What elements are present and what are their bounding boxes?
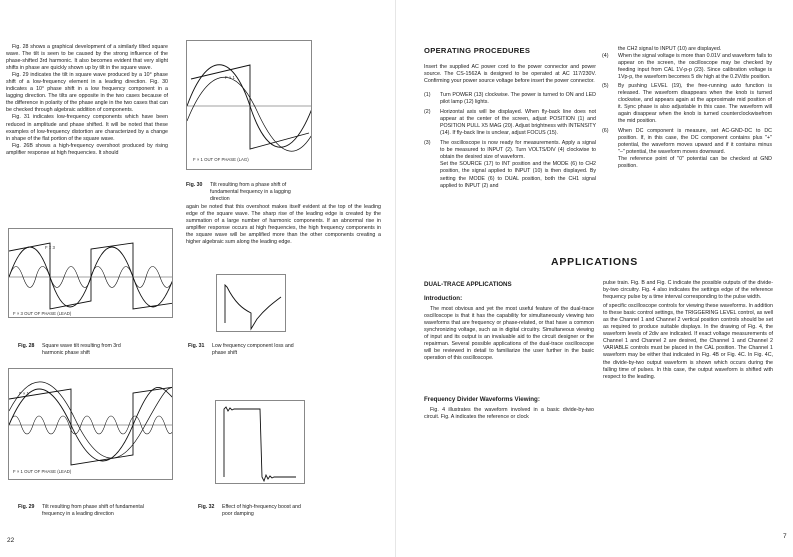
step-number: (2) bbox=[424, 109, 431, 116]
fig28-label-bottom: F × 3 OUT OF PHASE (LEAD) bbox=[13, 311, 72, 316]
step-number: (6) bbox=[602, 127, 609, 134]
fig31-caption-text: Low frequency component loss and phase shift bbox=[212, 343, 294, 356]
page-number-left: 22 bbox=[7, 537, 15, 544]
left-column-1-text bbox=[6, 44, 168, 157]
step-text: Set the SOURCE (17) to INT position and the MODE (6) to CH2 position, the signal applied to INPUT (10) is then displayed. By setting the MODE (6) to DUAL position, both the CH1 signal applied to INPUT (2) and bbox=[440, 161, 596, 189]
step-1 bbox=[424, 92, 596, 106]
figure-31-diagram bbox=[216, 274, 286, 332]
paragraph: of specific oscilloscope controls for viewing these waveforms. In addition to these basic control settings, the TRIGGERING LEVEL control, as well as the Channel 1 and Channel 2 vertical position controls should be set as required to produce suitable displays. In the drawing of Fig. 4, the waveform levels of 2div are indicated. If exact voltage measurements of Channel 1 and Channel 2 are desired, the Channel 1 and Channel 2 VARIABLE controls must be placed in the CAL position. The Channel 1 waveform may be either that indicated in Fig. 4B or Fig. 4C. In Fig. 4C, the divide-by-two output waveform is shown which occurs during the falling time of pulses. In this case, the output waveform is shifted with respect to the leading. bbox=[603, 303, 773, 380]
left-page bbox=[0, 0, 392, 557]
fig28-number: Fig. 28 bbox=[18, 343, 35, 349]
fig30-label-bottom: F × 1 OUT OF PHASE (LAG) bbox=[193, 157, 249, 162]
figure-30-diagram bbox=[186, 40, 312, 170]
frequency-divider-heading: Frequency Divider Waveforms Viewing: bbox=[424, 396, 540, 403]
operating-steps-col2 bbox=[602, 46, 772, 170]
paragraph: Fig. 31 indicates low-frequency components which have been reduced in amplitude and phase shifted. It will be noted that these examples of low-frequency distortion are characterized by a change in shape of the flat portion of the square wave. bbox=[6, 114, 168, 142]
fig32-waveform bbox=[216, 401, 305, 484]
paragraph: Insert the supplied AC power cord to the power connector and power source. The CS-1562A is designed to be operated at AC 117/230V. Confirming your power source voltage before insert the power connector. bbox=[424, 64, 596, 85]
fig31-number: Fig. 31 bbox=[188, 343, 205, 349]
step-4 bbox=[602, 53, 772, 81]
fig32-caption-text: Effect of high-frequency boost and poor damping bbox=[222, 504, 301, 517]
step-number: (1) bbox=[424, 92, 431, 98]
figure-32-diagram bbox=[215, 400, 305, 484]
fig28-label-top: F × 3 bbox=[45, 245, 55, 250]
dual-trace-heading: DUAL-TRACE APPLICATIONS bbox=[424, 281, 512, 288]
operating-procedures-heading: OPERATING PROCEDURES bbox=[424, 46, 531, 55]
step-text: The reference point of "0" potential can be checked at GND position. bbox=[618, 155, 772, 169]
figure-28-diagram bbox=[8, 228, 173, 318]
fig30-label-top: F × 1 bbox=[225, 75, 235, 80]
paragraph: Fig. 28 shows a graphical development of a similarly tilted square wave. The tilt is seen to be caused by the strong influence of the phase-shifted 3rd harmonic. It also becomes evident that very slight shifts in phase are quickly shown up by tilt in the square wave. bbox=[6, 44, 168, 72]
fig29-caption-text: Tilt resulting from phase shift of fundamental frequency in a leading direction bbox=[42, 504, 144, 517]
paragraph: Fig. 26B shows a high-frequency overshoot produced by rising amplifier response at high frequencies. It should bbox=[6, 142, 168, 156]
fig29-label-bottom: F × 1 OUT OF PHASE (LEAD) bbox=[13, 469, 72, 474]
paragraph: The most obvious and yet the most useful feature of the dual-trace oscilloscope is that it has the capability for simultaneously viewing two waveforms that are frequency or phase-related, or that have a common synchronizing voltage, such as in digital circuitry. Simultaneous viewing of input and its output is an invaluable aid to the circuit designer or the repairman. Several possible applications of the dual-trace oscilloscope will be reviewed in detail to familiarize the user further in the basic operation of this oscilloscope. bbox=[424, 306, 594, 362]
paragraph: Fig. 29 indicates the tilt in square wave produced by a 10° phase shift of a low-frequency element in a leading direction. Fig. 30 indicates a 10° phase shift in a low frequency component in a lagging direction. The tilts are opposite in the two cases because of the difference in polarity of the phase angle in the two cases that can be checked through algebraic addition of components. bbox=[6, 72, 168, 114]
step-number: (3) bbox=[424, 140, 431, 147]
step-text: The oscilloscope is now ready for measurements. Apply a signal to be measured to INPUT (2). Turn VOLTS/DIV (4) clockwise to obtain the desired size of waveform. bbox=[440, 140, 596, 161]
left-column-2-text bbox=[186, 204, 381, 246]
step-number: (5) bbox=[602, 83, 609, 90]
right-page bbox=[400, 0, 793, 557]
fig30-waveforms bbox=[187, 41, 312, 170]
step-text: When DC component is measure, set AC-GND-DC to DC position. If, in this case, the DC component contains plus "+" potential, the waveform moves upward and if it contains minus "–" potential, the waveform moves downward. bbox=[618, 127, 772, 155]
step-number: (4) bbox=[602, 53, 609, 60]
introduction-heading: Introduction: bbox=[424, 295, 463, 302]
step-3 bbox=[424, 140, 596, 189]
fig29-number: Fig. 29 bbox=[18, 504, 35, 510]
fig32-number: Fig. 32 bbox=[198, 504, 215, 510]
step-text: When the signal voltage is more than 0.01V and waveform fails to appear on the screen, the oscilloscope may be checked by feeding input from CAL 1V-p-p (23). Since calibration voltage is 1Vp-p, the waveform becomes 5 div high at the 0.2V/div position. bbox=[618, 53, 772, 81]
fig29-waveforms bbox=[9, 369, 173, 480]
fig31-waveform bbox=[217, 275, 286, 332]
fig30-number: Fig. 30 bbox=[186, 182, 203, 188]
fig30-caption-text: Tilt resulting from a phase shift of fundamental frequency in a lagging direction bbox=[210, 182, 291, 202]
frequency-divider-text bbox=[424, 407, 594, 421]
step-5 bbox=[602, 83, 772, 125]
applications-col2-text bbox=[603, 280, 773, 381]
page-gutter bbox=[395, 0, 396, 557]
fig28-caption-text: Square wave tilt resulting from 3rd harmonic phase shift bbox=[42, 343, 121, 356]
paragraph: pulse train. Fig. B and Fig. C indicate the possible outputs of the divide-by-two circuitry. Fig. 4 also indicates the settings edge of the reference frequency pulse by a time interval corresponding to the pulse width. bbox=[603, 280, 773, 301]
paragraph: again be noted that this overshoot makes itself evident at the top of the leading edge of the square wave. The sharp rise of the leading edge is created by the summation of a large number of harmonic components. If an abnormal rise in amplifier response occurs at high frequencies, the high frequency components in the square wave will be amplified more than the other components creating a higher algebraic sum along the leading edge. bbox=[186, 204, 381, 246]
operating-intro bbox=[424, 64, 596, 85]
step-6 bbox=[602, 128, 772, 170]
step-text: Horizontal axis will be displayed. When fly-back line does not appear at the center of the screen, adjust POSITION (1) and POSITION PULL X5 MAG (20). Adjust brightness with INTENSITY (14). If fly-back line is unclear, adjust FOCUS (15). bbox=[440, 109, 596, 137]
step-text: By pushing LEVEL (19), the free-running auto function is released. The waveform disappears when the knob is turned clockwise, and appears again at the approximate mid position of it. Sync phase is also adjustable in this case. The waveform will again disappear when the knob is turned counterclockwisefrom the mid position. bbox=[618, 83, 772, 125]
step-continuation: the CH2 signal to INPUT (10) are displayed. bbox=[618, 46, 722, 52]
fig28-waveforms bbox=[9, 229, 173, 318]
applications-heading: APPLICATIONS bbox=[551, 256, 638, 268]
introduction-text bbox=[424, 306, 594, 362]
fig29-label-top: F × 1 bbox=[19, 391, 29, 396]
figure-29-diagram bbox=[8, 368, 173, 480]
step-text: Turn POWER (13) clockwise. The power is turned to ON and LED pilot lamp (12) lights. bbox=[440, 92, 596, 106]
operating-steps-col1 bbox=[424, 92, 596, 190]
page-number-right: 7 bbox=[783, 533, 787, 540]
paragraph: Fig. 4 illustrates the waveform involved in a basic divide-by-two circuit. Fig. A indicates the reference or clock bbox=[424, 407, 594, 421]
step-2 bbox=[424, 109, 596, 137]
